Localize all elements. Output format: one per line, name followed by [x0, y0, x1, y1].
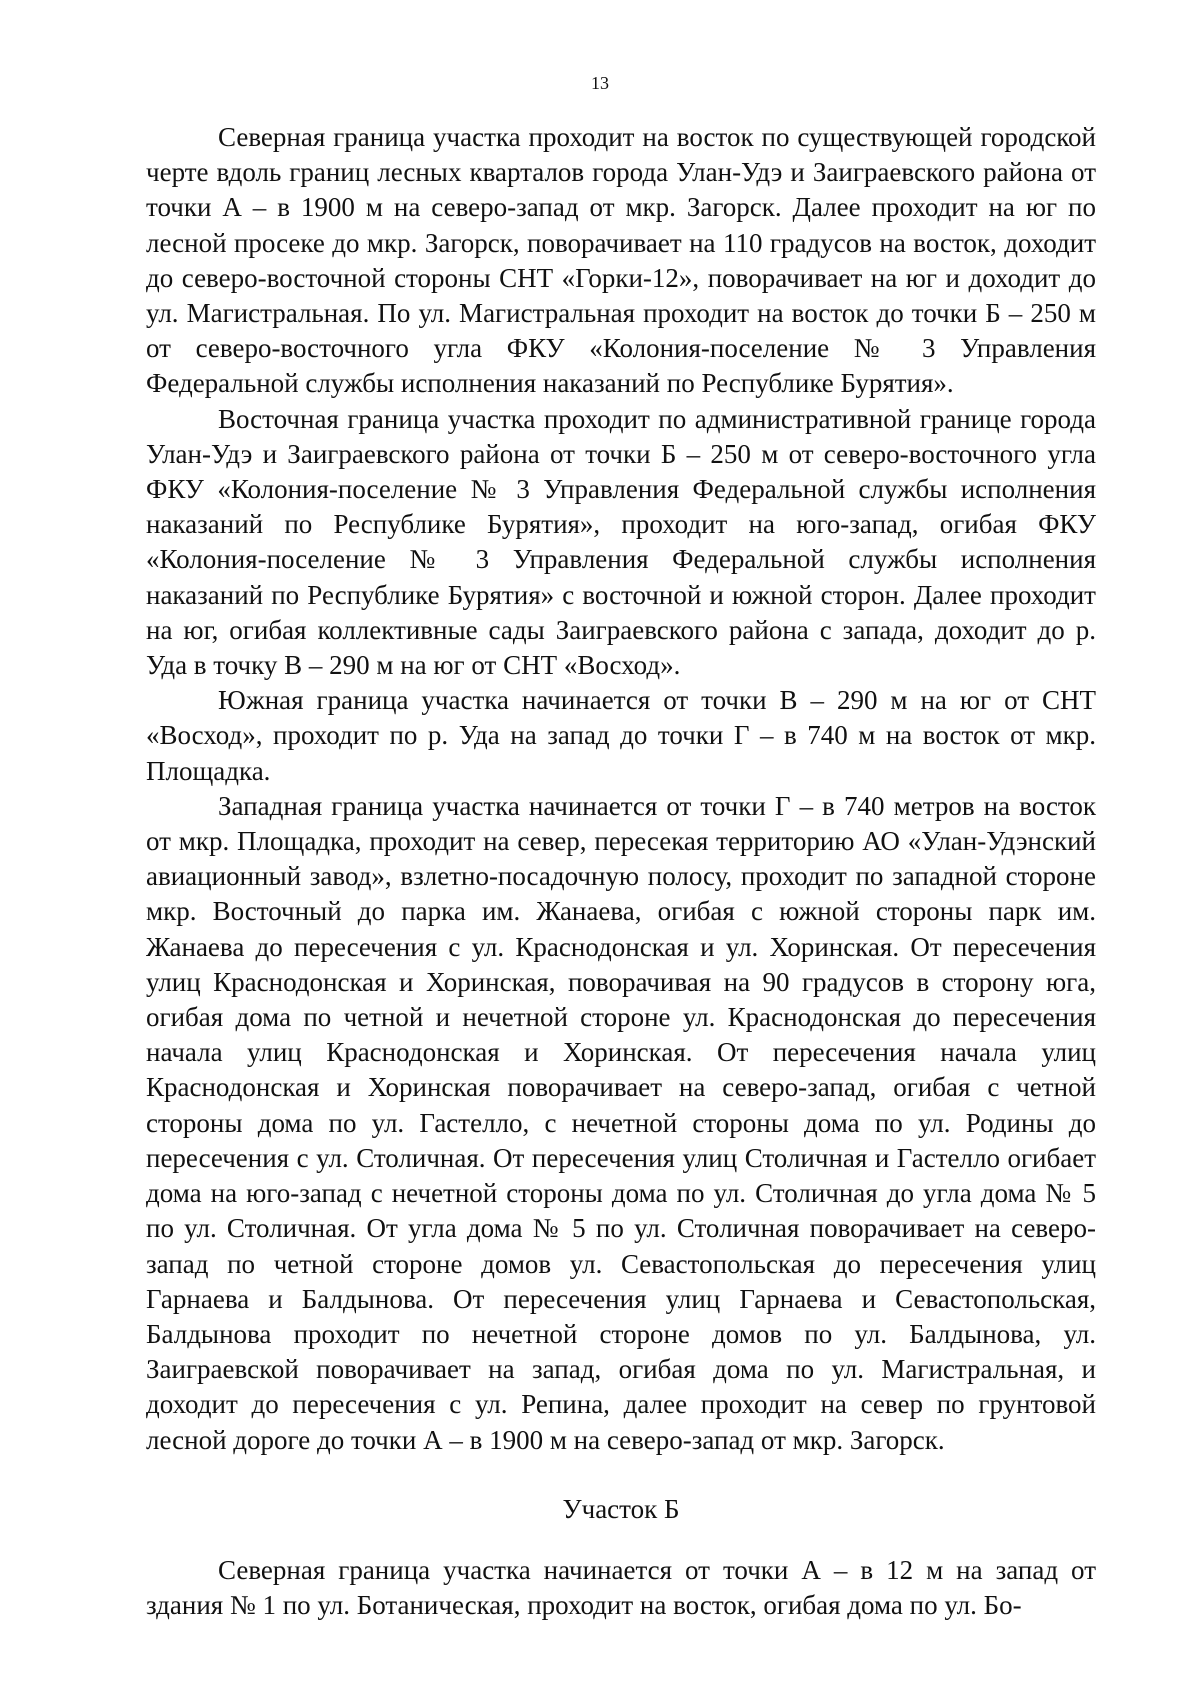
paragraph-west-boundary: Западная граница участка начинается от точки Г – в 740 метров на восток от мкр. Площадка, проходит на север, пересекая территорию АО «Улан-Удэнский авиационный завод», взлетно-посадочную полосу, проходит по западной стороне мкр. Восточный до парка им. Жанаева, огибая с южной стороны парк им. Жанаева до пересечения с ул. Краснодонская и ул. Хоринская. От пересечения улиц Краснодонская и Хоринская, поворачивая на 90 градусов в сторону юга, огибая дома по четной и нечетной стороне ул. Краснодонская до пересечения начала улиц Краснодонская и Хоринская. От пересечения начала улиц Краснодонская и Хоринская поворачивает на северо-запад, огибая с четной стороны дома по ул. Гастелло, с нечетной стороны дома по ул. Родины до пересечения с ул. Столичная. От пересечения улиц Столичная и Гастелло огибает дома на юго-запад с нечетной стороны дома по ул. Столичная до угла дома № 5 по ул. Столичная. От угла дома № 5 по ул. Столичная поворачивает на северо-запад по четной стороне домов ул. Севастопольская до пересечения улиц Гарнаева и Балдынова. От пересечения улиц Гарнаева и Севастопольская, Балдынова проходит по нечетной стороне домов по ул. Балдынова, ул. Заиграевской поворачивает на запад, огибая дома по ул. Магистральная, и доходит до пересечения с ул. Репина, далее проходит на север по грунтовой лесной дороге до точки А – в 1900 м на северо-запад от мкр. Загорск. [146, 790, 1096, 1455]
document-body [146, 120, 1096, 1623]
page-number: 13 [591, 73, 609, 93]
section-title: Участок Б [562, 1493, 680, 1524]
paragraph-section-b-north-boundary: Северная граница участка начинается от точки А – в 12 м на запад от здания № 1 по ул. Ботаническая, проходит на восток, огибая дома по ул. Бо- [146, 1554, 1096, 1621]
paragraph-north-boundary: Северная граница участка проходит на восток по существующей городской черте вдоль границ лесных кварталов города Улан-Удэ и Заиграевского района от точки А – в 1900 м на северо-запад от мкр. Загорск. Далее проходит на юг по лесной просеке до мкр. Загорск, поворачивает на 110 градусов на восток, доходит до северо-восточной стороны СНТ «Горки-12», поворачивает на юг и доходит до ул. Магистральная. По ул. Магистральная проходит на восток до точки Б – 250 м от северо-восточного угла ФКУ «Колония-поселение № 3 Управления Федеральной службы исполнения наказаний по Республике Бурятия». [146, 122, 1096, 399]
paragraph-south-boundary: Южная граница участка начинается от точки В – 290 м на юг от СНТ «Восход», проходит по р. Уда на запад до точки Г – в 740 м на восток от мкр. Площадка. [146, 685, 1096, 786]
paragraph-east-boundary: Восточная граница участка проходит по административной границе города Улан-Удэ и Заиграевского района от точки Б – 250 м от северо-восточного угла ФКУ «Колония-поселение № 3 Управления Федеральной службы исполнения наказаний по Республике Бурятия», проходит на юго-запад, огибая ФКУ «Колония-поселение № 3 Управления Федеральной службы исполнения наказаний по Республике Бурятия» с восточной и южной сторон. Далее проходит на юг, огибая коллективные сады Заиграевского района с запада, доходит до р. Уда в точку В – 290 м на юг от СНТ «Восход». [146, 403, 1096, 681]
